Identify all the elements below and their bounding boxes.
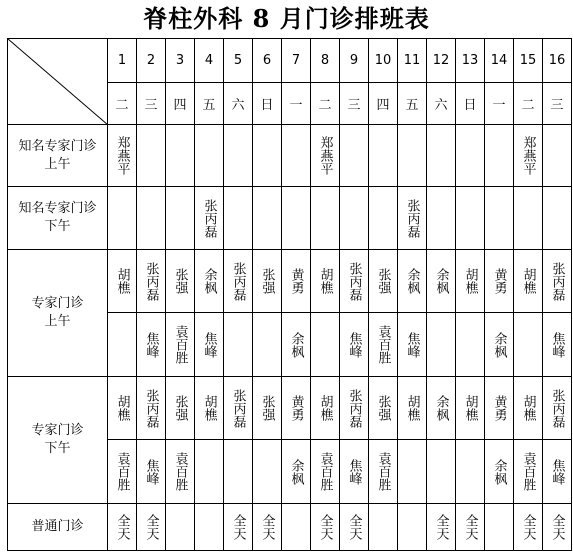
day-number: 15: [514, 39, 543, 83]
schedule-cell: [253, 125, 282, 187]
schedule-cell: [224, 440, 253, 504]
schedule-cell: [311, 504, 340, 551]
doctor-name: 袁百胜: [375, 452, 391, 491]
schedule-cell: [485, 377, 514, 440]
schedule-cell: [166, 377, 195, 440]
doctor-name: 焦峰: [143, 458, 159, 485]
schedule-cell: [137, 377, 166, 440]
doctor-name: 余枫: [201, 268, 217, 294]
schedule-cell: [427, 377, 456, 440]
doctor-name: 张强: [259, 268, 275, 294]
schedule-cell: [514, 377, 543, 440]
doctor-name: 袁百胜: [375, 325, 391, 364]
schedule-cell: [108, 187, 137, 250]
schedule-cell: [253, 313, 282, 377]
schedule-cell: [427, 440, 456, 504]
schedule-cell: [456, 377, 485, 440]
schedule-cell: [195, 440, 224, 504]
header-corner: [8, 39, 108, 125]
day-number: 3: [166, 39, 195, 83]
schedule-cell: [253, 187, 282, 250]
schedule-cell: [369, 440, 398, 504]
schedule-cell: [543, 187, 572, 250]
doctor-name: 张强: [375, 395, 391, 421]
schedule-cell: [398, 313, 427, 377]
schedule-cell: [253, 250, 282, 313]
schedule-table: [7, 38, 572, 551]
doctor-name: 全天: [520, 514, 536, 540]
schedule-cell: [398, 187, 427, 250]
doctor-name: 袁百胜: [317, 452, 333, 491]
doctor-name: 焦峰: [549, 458, 565, 485]
doctor-name: 全天: [143, 514, 159, 540]
page-title: 脊柱外科 8 月门诊排班表: [143, 4, 430, 33]
row-label: [8, 250, 108, 377]
doctor-name: 袁百胜: [172, 325, 188, 364]
row-label-line: 下午: [44, 219, 71, 234]
schedule-cell: [398, 377, 427, 440]
table-row: [8, 504, 572, 551]
row-label-line: 专家门诊: [31, 296, 84, 311]
day-number: 9: [340, 39, 369, 83]
schedule-cell: [166, 125, 195, 187]
weekday: 二: [108, 83, 137, 125]
doctor-name: 张强: [259, 395, 275, 421]
schedule-cell: [456, 440, 485, 504]
schedule-cell: [166, 250, 195, 313]
schedule-cell: [369, 504, 398, 551]
weekday: 六: [224, 83, 253, 125]
row-label-line: 上午: [44, 156, 71, 172]
doctor-name: 郑燕平: [317, 136, 333, 175]
schedule-cell: [137, 440, 166, 504]
schedule-cell: [224, 250, 253, 313]
schedule-cell: [398, 125, 427, 187]
schedule-cell: [398, 504, 427, 551]
doctor-name: 胡樵: [317, 268, 333, 294]
doctor-name: 余枫: [491, 331, 507, 358]
doctor-name: 全天: [259, 514, 275, 540]
weekday: 一: [485, 83, 514, 125]
schedule-cell: [369, 313, 398, 377]
schedule-cell: [137, 313, 166, 377]
row-label-line: 知名专家门诊: [18, 201, 97, 216]
doctor-name: 张强: [172, 268, 188, 294]
doctor-name: 黄勇: [288, 268, 304, 294]
schedule-cell: [340, 440, 369, 504]
schedule-cell: [369, 377, 398, 440]
schedule-cell: [166, 313, 195, 377]
schedule-cell: [108, 440, 137, 504]
doctor-name: 余枫: [288, 331, 304, 358]
day-number: 2: [137, 39, 166, 83]
day-number: 10: [369, 39, 398, 83]
row-label: [8, 187, 108, 250]
schedule-cell: [485, 125, 514, 187]
schedule-cell: [485, 250, 514, 313]
doctor-name: 张强: [375, 268, 391, 294]
doctor-name: 张丙磊: [201, 198, 217, 238]
schedule-cell: [224, 187, 253, 250]
doctor-name: 焦峰: [549, 331, 565, 358]
schedule-cell: [514, 504, 543, 551]
schedule-cell: [282, 187, 311, 250]
schedule-cell: [369, 125, 398, 187]
schedule-cell: [311, 313, 340, 377]
schedule-cell: [108, 504, 137, 551]
table-row: [8, 125, 572, 187]
schedule-cell: [427, 250, 456, 313]
schedule-cell: [427, 313, 456, 377]
weekday: 一: [282, 83, 311, 125]
doctor-name: 张丙磊: [549, 261, 565, 301]
weekday: 五: [195, 83, 224, 125]
row-label-line: 专家门诊: [31, 423, 84, 438]
doctor-name: 胡樵: [114, 268, 130, 294]
doctor-name: 全天: [114, 514, 130, 540]
doctor-name: 焦峰: [201, 331, 217, 358]
schedule-cell: [195, 377, 224, 440]
diagonal-line: [8, 39, 108, 125]
doctor-name: 全天: [433, 514, 449, 540]
schedule-cell: [485, 187, 514, 250]
doctor-name: 焦峰: [404, 331, 420, 358]
doctor-name: 黄勇: [491, 395, 507, 421]
schedule-cell: [543, 504, 572, 551]
schedule-cell: [340, 250, 369, 313]
schedule-cell: [311, 377, 340, 440]
schedule-cell: [514, 313, 543, 377]
doctor-name: 余枫: [288, 458, 304, 485]
schedule-cell: [224, 313, 253, 377]
schedule-cell: [398, 250, 427, 313]
doctor-name: 张丙磊: [404, 198, 420, 238]
schedule-cell: [543, 377, 572, 440]
doctor-name: 余枫: [491, 458, 507, 485]
schedule-cell: [398, 440, 427, 504]
schedule-cell: [456, 125, 485, 187]
schedule-cell: [108, 377, 137, 440]
day-number: 16: [543, 39, 572, 83]
schedule-cell: [340, 125, 369, 187]
day-number: 4: [195, 39, 224, 83]
schedule-cell: [282, 125, 311, 187]
schedule-cell: [311, 440, 340, 504]
day-number: 14: [485, 39, 514, 83]
doctor-name: 全天: [317, 514, 333, 540]
schedule-cell: [108, 313, 137, 377]
schedule-cell: [282, 250, 311, 313]
schedule-cell: [253, 504, 282, 551]
doctor-name: 袁百胜: [114, 452, 130, 491]
schedule-cell: [137, 504, 166, 551]
schedule-cell: [543, 125, 572, 187]
schedule-cell: [456, 504, 485, 551]
schedule-cell: [253, 377, 282, 440]
doctor-name: 胡樵: [317, 395, 333, 421]
schedule-cell: [485, 440, 514, 504]
schedule-cell: [137, 250, 166, 313]
doctor-name: 胡樵: [404, 395, 420, 421]
doctor-name: 张丙磊: [143, 261, 159, 301]
schedule-cell: [311, 125, 340, 187]
doctor-name: 全天: [346, 514, 362, 540]
row-label: [8, 377, 108, 504]
day-number: 12: [427, 39, 456, 83]
doctor-name: 胡樵: [520, 268, 536, 294]
schedule-cell: [282, 313, 311, 377]
doctor-name: 全天: [549, 514, 565, 540]
schedule-cell: [427, 504, 456, 551]
schedule-cell: [195, 250, 224, 313]
weekday: 二: [311, 83, 340, 125]
doctor-name: 余枫: [404, 268, 420, 294]
weekday: 日: [253, 83, 282, 125]
weekday: 四: [166, 83, 195, 125]
schedule-cell: [224, 377, 253, 440]
row-label-line: 下午: [44, 441, 71, 456]
schedule-cell: [514, 440, 543, 504]
schedule-cell: [224, 125, 253, 187]
weekday: 五: [398, 83, 427, 125]
schedule-cell: [369, 250, 398, 313]
weekday: 三: [543, 83, 572, 125]
schedule-cell: [340, 377, 369, 440]
doctor-name: 余枫: [433, 395, 449, 421]
doctor-name: 张丙磊: [346, 388, 362, 428]
schedule-cell: [282, 504, 311, 551]
doctor-name: 郑燕平: [520, 136, 536, 175]
schedule-cell: [543, 313, 572, 377]
weekday: 四: [369, 83, 398, 125]
schedule-cell: [340, 187, 369, 250]
weekday: 日: [456, 83, 485, 125]
doctor-name: 胡樵: [114, 395, 130, 421]
weekday: 六: [427, 83, 456, 125]
schedule-cell: [195, 125, 224, 187]
schedule-cell: [195, 187, 224, 250]
schedule-cell: [166, 504, 195, 551]
day-number: 7: [282, 39, 311, 83]
schedule-cell: [456, 313, 485, 377]
doctor-name: 张丙磊: [549, 388, 565, 428]
day-number: 5: [224, 39, 253, 83]
doctor-name: 张丙磊: [230, 261, 246, 301]
schedule-cell: [369, 187, 398, 250]
doctor-name: 胡樵: [462, 395, 478, 421]
schedule-cell: [137, 125, 166, 187]
schedule-cell: [311, 250, 340, 313]
schedule-cell: [543, 440, 572, 504]
day-number: 1: [108, 39, 137, 83]
schedule-cell: [108, 125, 137, 187]
schedule-cell: [514, 250, 543, 313]
table-row: [8, 250, 572, 313]
doctor-name: 张丙磊: [346, 261, 362, 301]
schedule-cell: [108, 250, 137, 313]
schedule-cell: [282, 440, 311, 504]
row-label-line: 普通门诊: [31, 519, 84, 534]
doctor-name: 胡樵: [462, 268, 478, 294]
doctor-name: 全天: [230, 514, 246, 540]
doctor-name: 张丙磊: [143, 388, 159, 428]
row-label-line: 知名专家门诊: [18, 138, 97, 154]
doctor-name: 胡樵: [520, 395, 536, 421]
schedule-cell: [340, 504, 369, 551]
schedule-cell: [166, 187, 195, 250]
weekday: 二: [514, 83, 543, 125]
schedule-cell: [253, 440, 282, 504]
schedule-cell: [195, 313, 224, 377]
doctor-name: 余枫: [433, 268, 449, 294]
day-number: 6: [253, 39, 282, 83]
schedule-cell: [195, 504, 224, 551]
day-number: 13: [456, 39, 485, 83]
schedule-cell: [166, 440, 195, 504]
day-number: 8: [311, 39, 340, 83]
schedule-cell: [514, 125, 543, 187]
doctor-name: 焦峰: [346, 331, 362, 358]
doctor-name: 张强: [172, 395, 188, 421]
schedule-cell: [456, 187, 485, 250]
table-row: [8, 377, 572, 440]
schedule-cell: [340, 313, 369, 377]
table-row: [8, 187, 572, 250]
schedule-cell: [514, 187, 543, 250]
doctor-name: 黄勇: [288, 395, 304, 421]
schedule-cell: [311, 187, 340, 250]
row-label: [8, 504, 108, 551]
schedule-cell: [427, 125, 456, 187]
row-label-line: 上午: [44, 314, 71, 329]
schedule-cell: [137, 187, 166, 250]
schedule-cell: [456, 250, 485, 313]
doctor-name: 焦峰: [346, 458, 362, 485]
schedule-cell: [224, 504, 253, 551]
doctor-name: 胡樵: [201, 395, 217, 421]
weekday: 三: [340, 83, 369, 125]
schedule-cell: [282, 377, 311, 440]
doctor-name: 黄勇: [491, 268, 507, 294]
weekday: 三: [137, 83, 166, 125]
schedule-cell: [543, 250, 572, 313]
doctor-name: 袁百胜: [520, 452, 536, 491]
schedule-cell: [485, 313, 514, 377]
day-number: 11: [398, 39, 427, 83]
doctor-name: 张丙磊: [230, 388, 246, 428]
doctor-name: 焦峰: [143, 331, 159, 358]
doctor-name: 全天: [462, 514, 478, 540]
schedule-cell: [427, 187, 456, 250]
row-label: [8, 125, 108, 187]
doctor-name: 郑燕平: [114, 136, 130, 175]
doctor-name: 袁百胜: [172, 452, 188, 491]
schedule-cell: [485, 504, 514, 551]
